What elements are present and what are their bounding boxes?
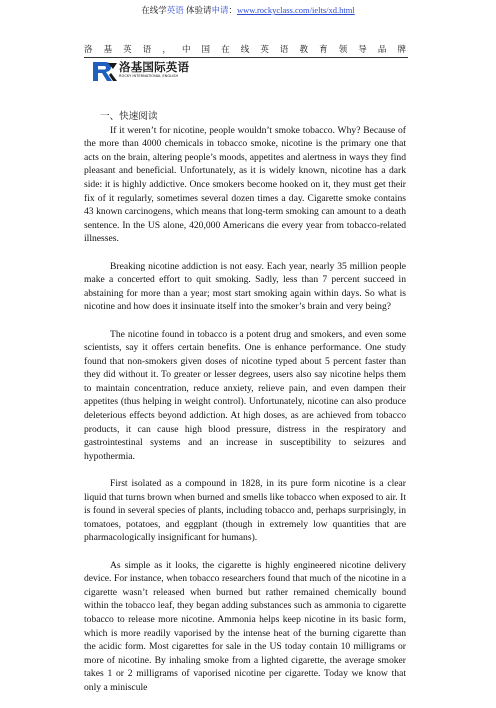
paragraph: First isolated as a compound in 1828, in its pure form nicotine is a clear liquid that turns brown when burned and smells like tobacco when exposed to air. It is found in several species of plants, including tobacco and, perhaps surprisingly, in tomatoes, potatoes, and eggplant (though in extremely low quantities that are pharmacologically insignificant for humans). — [84, 478, 406, 544]
promo-header — [0, 5, 496, 16]
promo-text-english: 英语 — [166, 5, 184, 15]
promo-url-link[interactable]: www.rockyclass.com/ielts/xd.html — [236, 5, 355, 15]
paragraph: The nicotine found in tobacco is a potent drug and smokers, and even some scientists, say it offers certain benefits. One is enhance performance. One study found that non-smokers given doses of nicotine typed about 5 percent faster than they did without it. To greater or lesser degrees, users also say nicotine helps them to maintain concentration, reduce anxiety, relieve pain, and even dampen their appetites (thus helping in weight control). Unfortunately, nicotine can also produce deleterious effects beyond addiction. At high doses, as are achieved from tobacco products, it can cause high blood pressure, distress in the respiratory and gastrointestinal systems and an increase in susceptibility to seizures and hypothermia. — [84, 328, 406, 462]
paragraph: As simple as it looks, the cigarette is highly engineered nicotine delivery device. For instance, when tobacco researchers found that much of the nicotine in a cigarette wasn’t released when burned but rather remained chemically bound within the tobacco leaf, they began adding substances such as ammonia to cigarette tobacco to release more nicotine. Ammonia helps keep nicotine in its basic form, which is more readily vaporised by the intense heat of the burning cigarette than the acidic form. Most cigarettes for sale in the US today contain 10 milligrams or more of nicotine. By inhaling smoke from a lighted cigarette, the average smoker takes 1 or 2 milligrams of vaporised nicotine per cigarette. Today we know that only a miniscule — [84, 559, 406, 693]
logo-chinese-name: 洛基国际英语 — [119, 60, 190, 74]
promo-text-prefix: 在线学 — [141, 5, 167, 15]
promo-text-apply: 申请 — [211, 5, 229, 15]
rocky-logo — [92, 60, 190, 84]
paragraph: Breaking nicotine addiction is not easy. Each year, nearly 35 million people make a concerted effort to quit smoking. Sadly, less than 7 percent succeed in abstaining for more than a year; most start smoking again within days. So what is nicotine and how does it insinuate itself into the smoker’s brain and very being? — [84, 260, 406, 313]
promo-text-colon: ： — [228, 5, 237, 15]
logo-english-name: ROCKY INTERNATIONAL ENGLISH — [119, 74, 179, 78]
rocky-logo-mark-icon — [92, 60, 118, 82]
section-heading: 一、快速阅读 — [100, 111, 158, 122]
paragraph: If it weren’t for nicotine, people wouldn’t smoke tobacco. Why? Because of the more than 4000 chemicals in tobacco smoke, nicotine is the primary one that acts on the brain, altering people’s moods, appetites and alertness in ways they find pleasant and beneficial. Unfortunately, as it is widely known, nicotine has a dark side: it is highly addictive. Once smokers become hooked on it, they must get their fix of it regularly, sometimes several dozen times a day. Cigarette smoke contains 43 known carcinogens, which means that long-term smoking can amount to a death sentence. In the US alone, 420,000 Americans die every year from tobacco-related illnesses. — [84, 124, 406, 245]
reading-section — [84, 110, 406, 708]
promo-text-mid: 体验请 — [183, 5, 212, 15]
brand-slogan: 洛 基 英 语 ， 中 国 在 线 英 语 教 育 领 导 品 牌 — [84, 44, 406, 54]
header-divider — [84, 57, 408, 58]
